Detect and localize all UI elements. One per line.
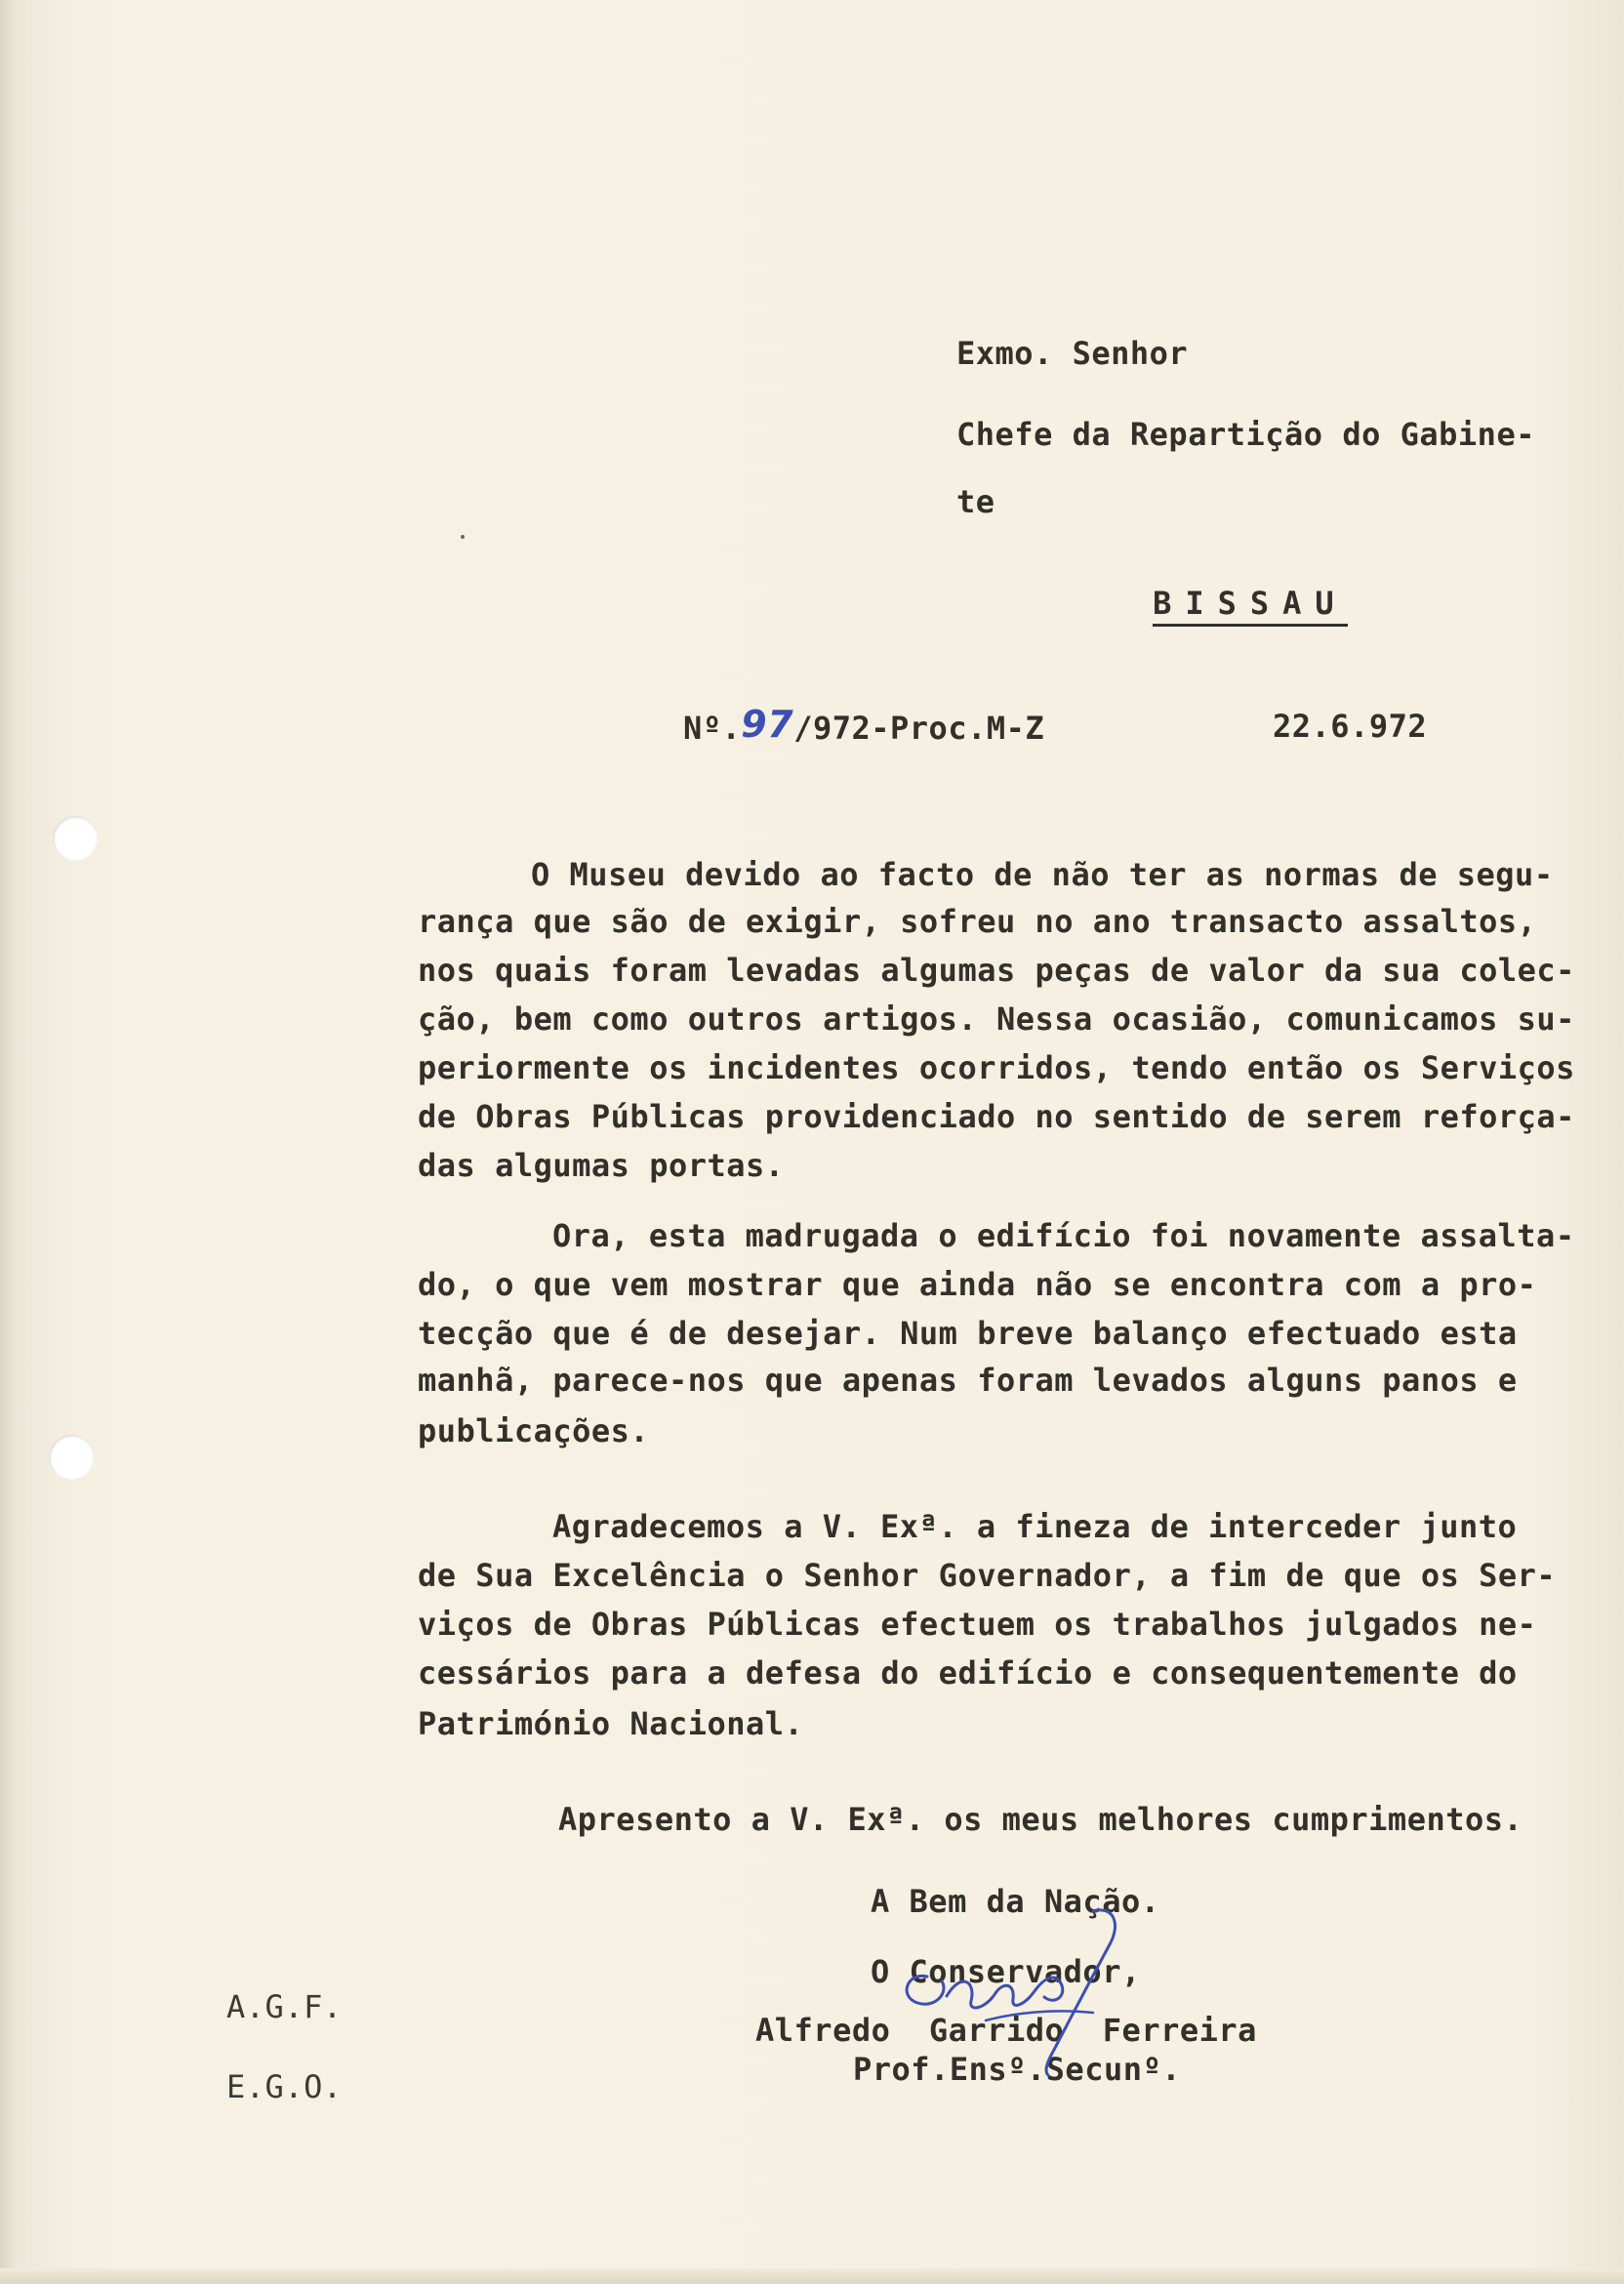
paragraph-2-line-2: do, o que vem mostrar que ainda não se encontra com a pro- — [418, 1266, 1537, 1303]
paragraph-3-line-4: cessários para a defesa do edifício e consequentemente do — [418, 1654, 1518, 1692]
paragraph-3-line-3: viços de Obras Públicas efectuem os trabalhos julgados ne- — [418, 1606, 1537, 1643]
reference-suffix: /972-Proc.M-Z — [793, 710, 1045, 747]
closing-line: Apresento a V. Exª. os meus melhores cumprimentos. — [558, 1801, 1523, 1838]
sign-off-motto: A Bem da Nação. — [871, 1883, 1160, 1920]
punch-hole-top — [53, 816, 98, 861]
paragraph-1-line-7: das algumas portas. — [418, 1147, 785, 1184]
paper-left-edge — [0, 0, 18, 2284]
paragraph-1-line-6: de Obras Públicas providenciado no sentido de serem reforça- — [418, 1098, 1575, 1135]
paragraph-1-line-2: rança que são de exigir, sofreu no ano transacto assaltos, — [418, 903, 1537, 940]
paragraph-1-line-3: nos quais foram levadas algumas peças de valor da sua colec- — [418, 952, 1575, 989]
initials-typist-1: A.G.F. — [226, 1988, 343, 2025]
paper-speck — [461, 535, 465, 539]
paragraph-3-line-1: Agradecemos a V. Exª. a fineza de interceder junto — [552, 1508, 1518, 1545]
letter-date: 22.6.972 — [1273, 708, 1428, 745]
reference-prefix: Nº. — [683, 710, 742, 747]
paragraph-1-line-1: O Museu devido ao facto de não ter as normas de segu- — [531, 856, 1554, 893]
initials-typist-2: E.G.O. — [226, 2068, 343, 2105]
paragraph-2-line-1: Ora, esta madrugada o edifício foi novamente assalta- — [552, 1217, 1575, 1254]
address-city-text: BISSAU — [1153, 585, 1348, 627]
sign-off-role: O Conservador, — [871, 1953, 1141, 1990]
address-city — [1076, 545, 1348, 662]
paper-bottom-edge — [0, 2268, 1624, 2284]
paragraph-3-line-5: Património Nacional. — [418, 1705, 804, 1742]
address-line-2: te — [956, 483, 995, 520]
signatory-title: Prof.Ensº.Secunº. — [853, 2051, 1182, 2088]
handwritten-signature — [888, 1903, 1161, 2079]
reference-handwritten-number: 97 — [741, 703, 794, 746]
paragraph-2-line-4: manhã, parece-nos que apenas foram levados alguns panos e — [418, 1362, 1518, 1399]
paragraph-3-line-2: de Sua Excelência o Senhor Governador, a fim de que os Ser- — [418, 1557, 1557, 1594]
paragraph-1-line-4: ção, bem como outros artigos. Nessa ocasião, comunicamos su- — [418, 1000, 1575, 1038]
address-salutation: Exmo. Senhor — [956, 335, 1189, 372]
paragraph-1-line-5: periormente os incidentes ocorridos, tendo então os Serviços — [418, 1049, 1575, 1086]
reference-number — [683, 703, 1045, 748]
punch-hole-bottom — [49, 1435, 94, 1480]
paragraph-2-line-5: publicações. — [418, 1412, 650, 1449]
address-line-1: Chefe da Repartição do Gabine- — [956, 416, 1535, 453]
paragraph-2-line-3: tecção que é de desejar. Num breve balanço efectuado esta — [418, 1315, 1518, 1352]
signatory-name: Alfredo Garrido Ferreira — [755, 2012, 1257, 2049]
